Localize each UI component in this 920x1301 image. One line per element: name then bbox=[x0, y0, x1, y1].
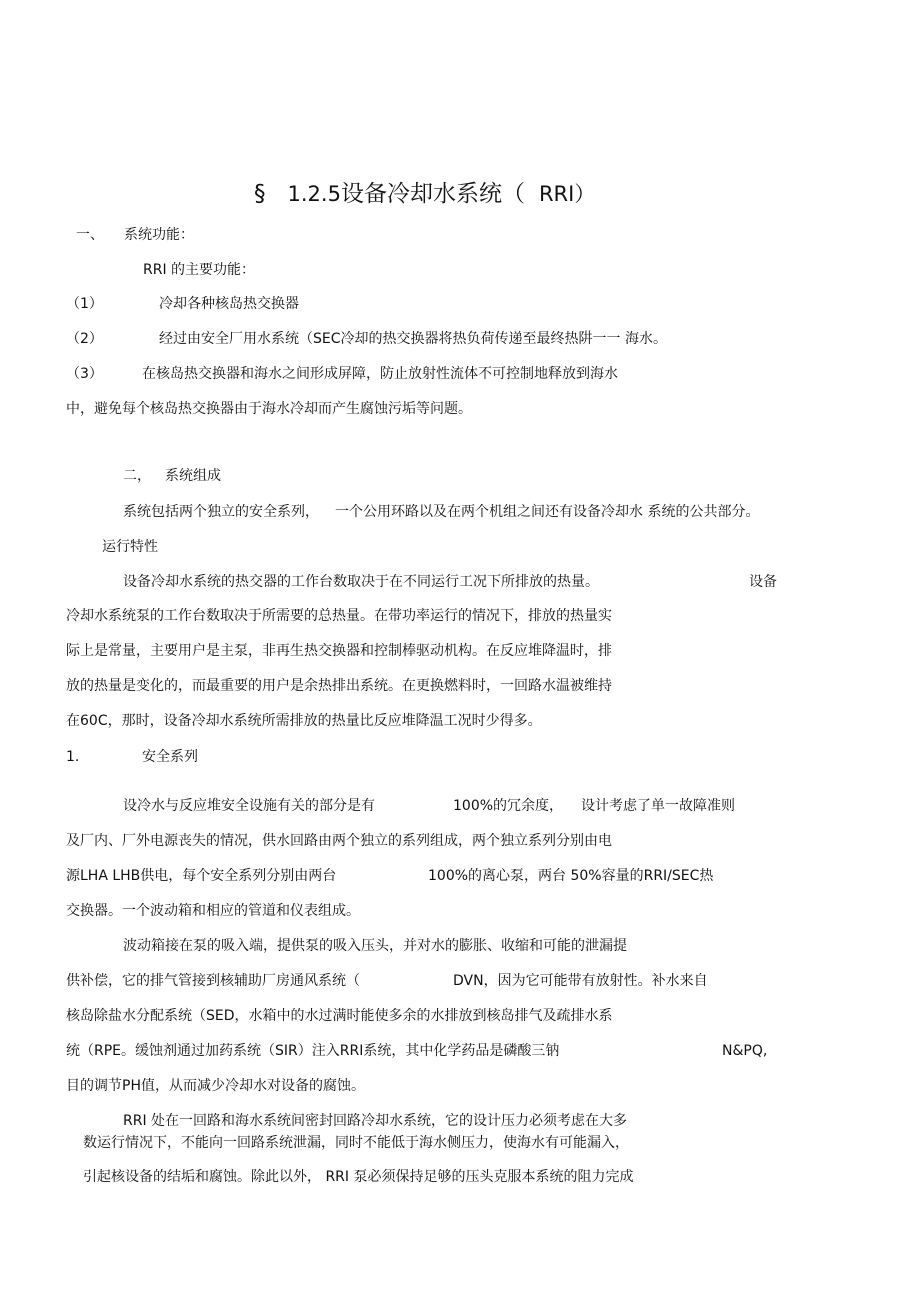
section-marker: 一、 bbox=[76, 227, 104, 243]
paragraph-line: 100%的离心泵，两台 50%容量的RRI/SEC热 bbox=[428, 868, 714, 884]
section-heading-composition bbox=[123, 467, 221, 485]
section-number: 1.2.5 bbox=[287, 182, 341, 206]
section-heading-functions bbox=[76, 226, 194, 244]
section-heading-text: 系统组成 bbox=[165, 468, 221, 484]
section-symbol: § bbox=[254, 181, 266, 207]
subsection-heading-text: 安全系列 bbox=[142, 749, 198, 765]
paragraph-line: 目的调节PH值，从而减少冷却水对设备的腐蚀。 bbox=[66, 1078, 365, 1094]
paragraph-line: 供补偿，它的排气管接到核辅助厂房通风系统（ bbox=[66, 973, 360, 989]
paragraph-line: 源LHA LHB供电，每个安全系列分别由两台 bbox=[66, 868, 337, 884]
subsection-number: 1. bbox=[66, 749, 80, 765]
paragraph-line: 交换器。一个波动箱和相应的管道和仪表组成。 bbox=[66, 903, 360, 919]
paragraph-line: N&PQ, bbox=[722, 1043, 768, 1059]
list-number: （1） bbox=[66, 296, 103, 312]
section-marker: 二， bbox=[123, 468, 151, 484]
paragraph-line: 设计考虑了单一故障准则 bbox=[581, 798, 735, 814]
title-text: 设备冷却水系统（ bbox=[340, 181, 525, 207]
paragraph-line: 放的热量是变化的，而最重要的用户是余热排出系统。在更换燃料时，一回路水温被维持 bbox=[66, 678, 612, 694]
list-number: （2） bbox=[66, 331, 103, 347]
text-run: 一个公用环路以及在两个机组之间还有设备冷却水 系统的公共部分。 bbox=[335, 504, 760, 520]
paragraph-line: 统（RPE。缓蚀剂通过加药系统（SIR）注入RRI系统，其中化学药品是磷酸三钠 bbox=[66, 1043, 560, 1059]
paragraph-line: 核岛除盐水分配系统（SED，水箱中的水过满时能使多余的水排放到核岛排气及疏排水系 bbox=[66, 1008, 613, 1024]
paragraph-line: RRI 处在一回路和海水系统间密封回路冷却水系统，它的设计压力必须考虑在大多 bbox=[123, 1113, 628, 1129]
paragraph-line: 冷却水系统泵的工作台数取决于所需要的总热量。在带功率运行的情况下，排放的热量实 bbox=[66, 608, 612, 624]
paragraph-line: 100%的冗余度， bbox=[453, 798, 564, 814]
list-number: （3） bbox=[66, 366, 103, 382]
page-title bbox=[254, 178, 595, 210]
paragraph-line: 际上是常量，主要用户是主泵，非再生热交换器和控制棒驱动机构。在反应堆降温时，排 bbox=[66, 643, 612, 659]
subsection-heading-safety-train bbox=[66, 748, 198, 766]
sub-heading-operation: 运行特性 bbox=[102, 539, 158, 555]
paragraph-line: 及厂内、厂外电源丧失的情况，供水回路由两个独立的系列组成，两个独立系列分别由电 bbox=[66, 833, 612, 849]
paragraph-line: 引起核设备的结垢和腐蚀。除此以外， RRI 泵必须保持足够的压头克服本系统的阻力完成 bbox=[83, 1169, 634, 1185]
title-code: RRI） bbox=[538, 182, 596, 206]
list-item-3 bbox=[66, 365, 618, 383]
composition-paragraph bbox=[123, 503, 759, 521]
paragraph-line: 波动箱接在泵的吸入端，提供泵的吸入压头，并对水的膨胀、收缩和可能的泄漏提 bbox=[123, 938, 627, 954]
list-text: 经过由安全厂用水系统（SEC冷却的热交换器将热负荷传递至最终热阱一一 海水。 bbox=[159, 331, 667, 347]
section-heading-text: 系统功能： bbox=[124, 227, 194, 243]
paragraph-line: DVN，因为它可能带有放射性。补水来自 bbox=[453, 973, 708, 989]
functions-intro: RRI 的主要功能： bbox=[143, 262, 256, 278]
list-item-1 bbox=[66, 295, 299, 313]
list-item-2 bbox=[66, 330, 667, 348]
paragraph-line: 在60C，那时，设备冷却水系统所需排放的热量比反应堆降温工况时少得多。 bbox=[66, 713, 542, 729]
list-text: 在核岛热交换器和海水之间形成屏障，防止放射性流体不可控制地释放到海水 bbox=[142, 366, 618, 382]
paragraph-line: 设备 bbox=[749, 574, 777, 590]
paragraph-line: 数运行情况下，不能向一回路系统泄漏，同时不能低于海水侧压力，使海水有可能漏入， bbox=[83, 1135, 629, 1151]
text-run: 系统包括两个独立的安全系列， bbox=[123, 504, 319, 520]
paragraph-line: 设冷水与反应堆安全设施有关的部分是有 bbox=[123, 798, 375, 814]
paragraph-line: 设备冷却水系统的热交器的工作台数取决于在不同运行工况下所排放的热量。 bbox=[123, 574, 599, 590]
list-text: 冷却各种核岛热交换器 bbox=[159, 296, 299, 312]
list-item-3-continuation: 中，避免每个核岛热交换器由于海水冷却而产生腐蚀污垢等问题。 bbox=[66, 401, 472, 417]
